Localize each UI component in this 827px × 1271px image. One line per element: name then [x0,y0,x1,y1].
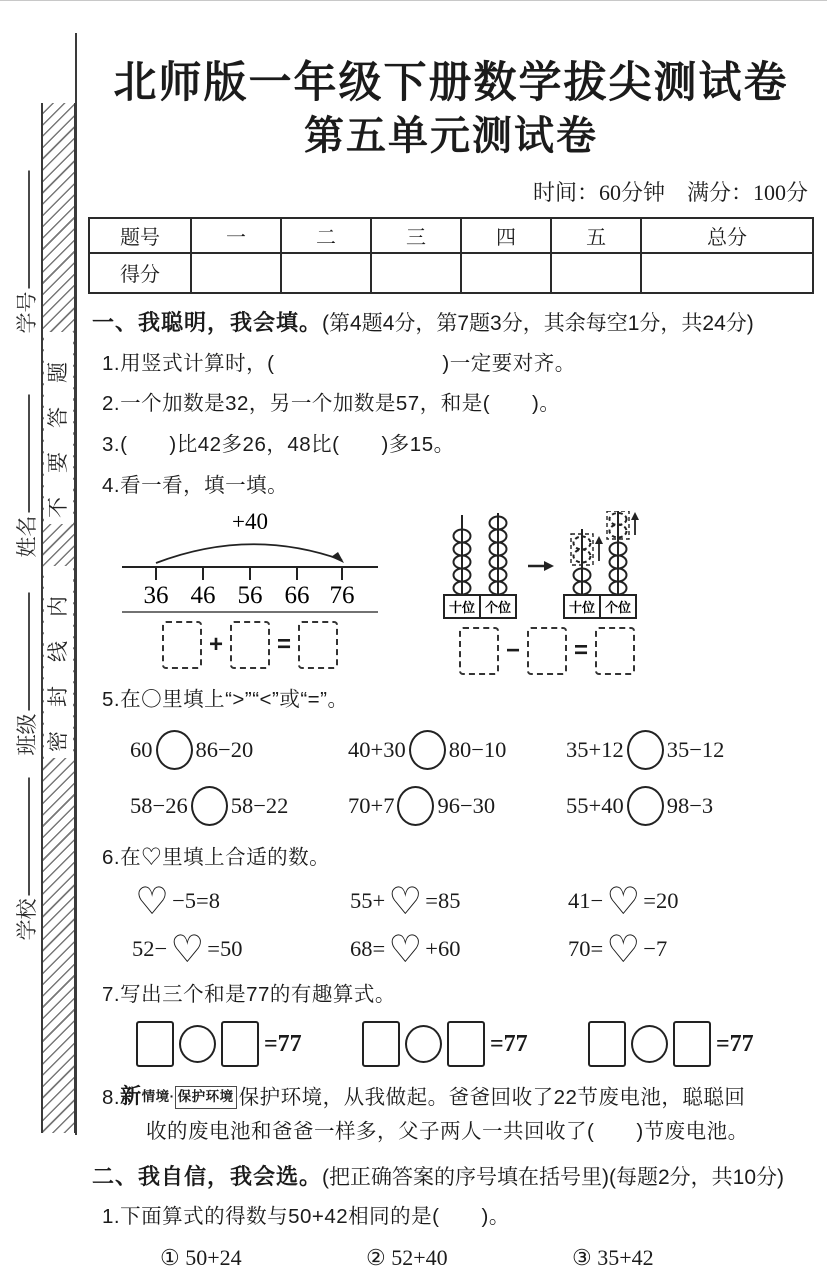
left-expression: 70+7 [348,792,395,818]
left-expression: 60 [130,736,153,762]
equation-post: =85 [425,888,461,914]
heart-equation [568,879,786,924]
option-1: ① 50+24 [160,1245,242,1271]
heart-blank-icon: ♡ [388,927,423,972]
name-field [11,395,41,558]
heart-blank-icon: ♡ [170,927,205,972]
question-8 [88,1081,814,1148]
section2-options [160,1245,814,1271]
compare-circle [156,730,193,770]
minus-operator: − [505,636,520,664]
badge-small-text: 情境· [141,1088,175,1104]
option-3: ③ 35+42 [572,1245,654,1271]
student-id-blank-line [28,171,30,289]
comparison-item [130,786,348,826]
right-expression: 80−10 [448,736,507,762]
tens-label: 十位 [448,599,476,615]
heart-row-2 [132,927,814,972]
heart-equation [568,927,786,972]
right-expression: 58−22 [230,792,289,818]
name-label: 姓名 [16,515,39,558]
score-cell [371,253,461,293]
circle-blank [631,1025,668,1063]
score-table-header: 二 [281,218,371,253]
arc-label: +40 [232,510,268,534]
tick-label: 46 [190,581,216,609]
heart-equation [132,927,350,972]
heart-blank-icon: ♡ [606,879,641,924]
circle-blank [179,1025,216,1063]
seal-warning-text [42,332,72,758]
comparison-item [348,730,566,770]
equation-pre: 70= [568,936,604,962]
up-arrow-icon [595,536,603,544]
blank-box [298,621,338,669]
score-cell [281,253,371,293]
abacus-figure [432,511,662,675]
name-blank-line [28,395,30,513]
question-8-number: 8. [102,1086,121,1110]
badge-boxed-text: 保护环境 [175,1086,237,1109]
school-blank-line [28,778,30,896]
left-expression: 35+12 [566,736,624,762]
blank-box [230,621,270,669]
class-field [11,593,41,756]
tick-label: 56 [237,581,263,609]
up-arrow-icon [631,512,639,520]
question-7-blanks [136,1021,814,1067]
comparison-row-2 [130,786,814,826]
question-8-text-line1: 保护环境，从我做起。爸爸回收了22节废电池，聪聪回 [238,1086,746,1110]
equation-blank-group [588,1021,814,1067]
paper-subtitle: 第五单元测试卷 [304,112,598,158]
blank-box [459,627,499,675]
blank-box [527,627,567,675]
compare-circle [191,786,228,826]
compare-circle [627,730,664,770]
equation-post: −7 [643,936,668,962]
score-table-header: 五 [551,218,641,253]
right-expression: 35−12 [666,736,725,762]
score-table-header: 总分 [641,218,813,253]
blank-box [595,627,635,675]
section2-heading [92,1162,814,1193]
question-7-label: 7.写出三个和是77的有趣算式。 [102,983,396,1007]
scenario-badge [120,1081,237,1114]
equation-post: =20 [643,888,679,914]
section1-heading [92,308,814,339]
score-table-header: 题号 [89,218,191,253]
score-cell [641,253,813,293]
student-id-label: 学号 [16,291,39,334]
left-expression: 58−26 [130,792,188,818]
score-cell [461,253,551,293]
abacus-diagram [432,511,662,623]
heart-blank-icon: ♡ [388,879,423,924]
option-2: ② 52+40 [366,1245,448,1271]
score-table-header: 一 [191,218,281,253]
comparison-item [566,730,784,770]
blank-box [162,621,202,669]
square-blank [362,1021,400,1067]
ones-label: 个位 [484,599,512,615]
class-blank-line [28,593,30,711]
tens-label: 十位 [568,599,596,615]
comparison-item [348,786,566,826]
section1-note: (第4题4分，第7题3分，其余每空1分，共24分) [322,311,754,335]
left-expression: 55+40 [566,792,624,818]
school-field [11,778,41,941]
score-table [88,217,814,294]
heart-row-1 [132,879,814,924]
ones-label: 个位 [604,599,632,615]
badge-strong-text: 新 [120,1085,142,1109]
abacus-equation [459,627,635,675]
equation-result: =77 [264,1030,302,1057]
arrow-icon [544,561,554,571]
equals-operator: = [574,636,589,664]
equation-pre: 55+ [350,888,386,914]
seal-text-part1: 密封线内 [44,566,73,758]
heart-blank-icon: ♡ [135,879,170,924]
arc-arrowhead [331,552,344,563]
score-row-label: 得分 [89,253,191,293]
question-8-text-line2: 收的废电池和爸爸一样多，父子两人一共回收了( )节废电池。 [146,1119,749,1143]
school-label: 学校 [16,898,39,941]
class-label: 班级 [16,713,39,756]
equation-post: =50 [207,936,243,962]
right-expression: 98−3 [666,792,714,818]
square-blank [447,1021,485,1067]
score-cell [551,253,641,293]
number-line-diagram [116,511,384,617]
score-table-header: 四 [461,218,551,253]
section2-note: (把正确答案的序号填在括号里)(每题2分，共10分) [322,1165,785,1189]
heart-equation [350,879,568,924]
question-3: 3.( )比42多26，48比( )多15。 [102,433,455,457]
tick-label: 66 [284,581,310,609]
question-4-label: 4.看一看，填一填。 [102,473,289,497]
right-expression: 86−20 [195,736,254,762]
tick-label: 76 [329,581,355,609]
question-2: 2.一个加数是32，另一个加数是57，和是( )。 [102,392,561,416]
equation-blank-group [362,1021,588,1067]
comparison-item [566,786,784,826]
question-5-label: 5.在〇里填上“>”“<”或“=”。 [102,687,349,711]
heart-equation [350,927,568,972]
square-blank [588,1021,626,1067]
paper-title: 北师版一年级下册数学拔尖测试卷 [113,60,789,107]
left-expression: 40+30 [348,736,406,762]
paper-content [88,0,814,1271]
comparison-row-1 [130,730,814,770]
plus-operator: + [208,630,223,658]
equation-pre: 68= [350,936,386,962]
circle-blank [405,1025,442,1063]
question-6-label: 6.在♡里填上合适的数。 [102,845,331,869]
square-blank [673,1021,711,1067]
section2-title: 二、我自信，我会选。 [92,1163,323,1189]
time-score-info: 时间：60分钟 满分：100分 [532,179,808,205]
equation-result: =77 [716,1030,754,1057]
score-table-header: 三 [371,218,461,253]
section2-question-1: 1.下面算式的得数与50+42相同的是( )。 [102,1205,510,1229]
equals-operator: = [277,630,292,658]
tick-label: 36 [143,581,169,609]
equation-pre: 52− [132,936,168,962]
equation-post: −5=8 [172,888,220,914]
seal-text-part2: 不要答题 [44,332,73,524]
section1-title: 一、我聪明，我会填。 [92,309,323,335]
equation-pre: 41− [568,888,604,914]
square-blank [136,1021,174,1067]
numberline-equation [162,621,338,669]
heart-blank-icon: ♡ [606,927,641,972]
heart-equation [132,879,350,924]
student-id-field [11,171,41,334]
score-cell [191,253,281,293]
comparison-item [130,730,348,770]
equation-blank-group [136,1021,362,1067]
equation-result: =77 [490,1030,528,1057]
compare-circle [627,786,664,826]
compare-circle [397,786,434,826]
square-blank [221,1021,259,1067]
compare-circle [409,730,446,770]
question-4-figures [116,511,814,675]
question-1: 1.用竖式计算时，( )一定要对齐。 [102,351,576,375]
equation-post: +60 [425,936,461,962]
number-line-figure [116,511,384,669]
right-expression: 96−30 [437,792,496,818]
